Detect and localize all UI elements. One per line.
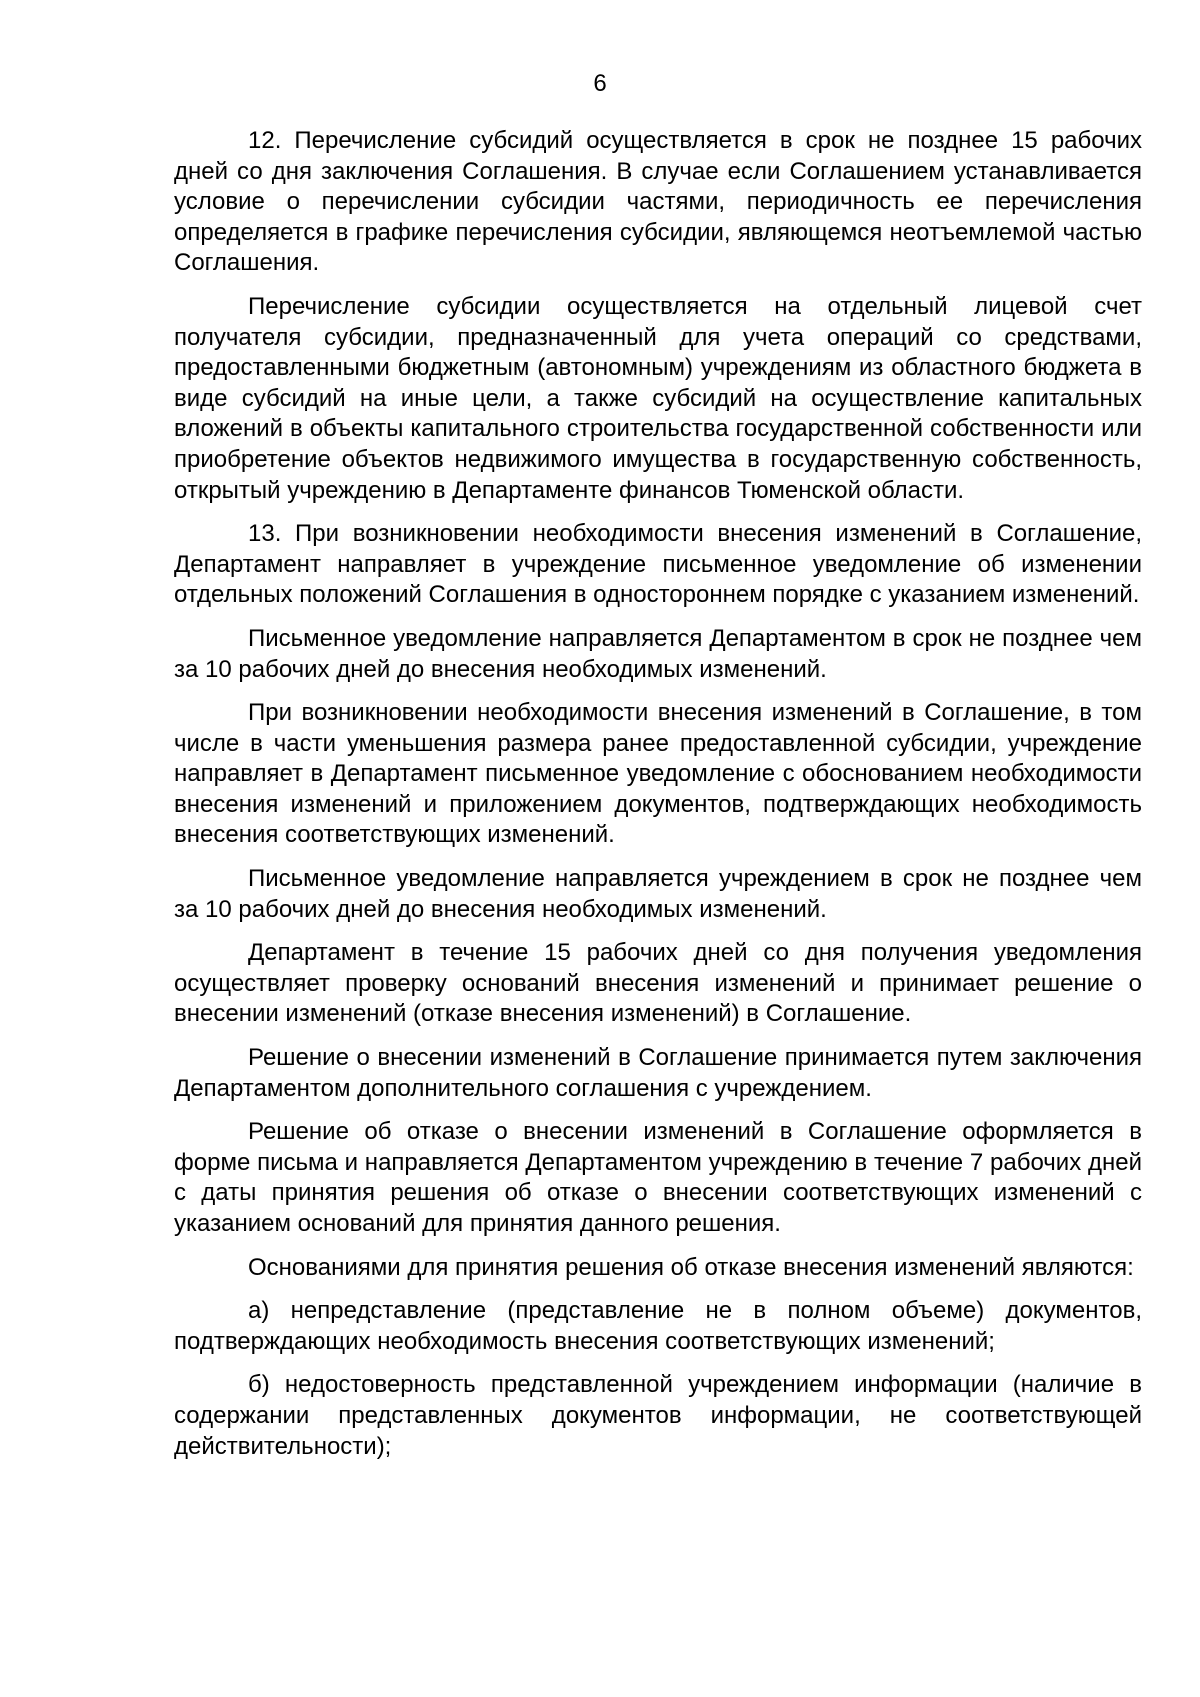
paragraph-institution-request: При возникновении необходимости внесения изменений в Соглашение, в том числе в части уменьшения размера ранее предоставленной субсидии, учреждение направляет в Департамент письменное уведомление с обоснованием необходимости внесения изменений и приложением документов, подтверждающих необходимость внесения соответствующих изменений. [174,699,1142,849]
paragraph-review: Департамент в течение 15 рабочих дней со дня получения уведомления осуществляет проверку оснований внесения изменений и принимает решение о внесении изменений (отказе внесения изменений) в Соглашение. [174,939,1142,1028]
paragraph-refusal-grounds: Основаниями для принятия решения об отказе внесения изменений являются: [248,1253,1134,1281]
paragraph-department-notice: Письменное уведомление направляется Департаментом в срок не позднее чем за 10 рабочих дней до внесения необходимых изменений. [174,624,1142,683]
paragraph-13: 13. При возникновении необходимости внесения изменений в Соглашение, Департамент направляет в учреждение письменное уведомление об изменении отдельных положений Соглашения в одностороннем порядке с указанием изменений. [174,520,1142,609]
list-item-a: а) непредставление (представление не в полном объеме) документов, подтверждающих необходимость внесения соответствующих изменений; [174,1297,1142,1355]
paragraph-additional-agreement: Решение о внесении изменений в Соглашение принимается путем заключения Департаментом дополнительного соглашения с учреждением. [174,1044,1142,1102]
paragraph-institution-notice: Письменное уведомление направляется учреждением в срок не позднее чем за 10 рабочих дней до внесения необходимых изменений. [174,865,1142,923]
paragraph-refusal: Решение об отказе о внесении изменений в Соглашение оформляется в форме письма и направляется Департаментом учреждению в течение 7 рабочих дней с даты принятия решения об отказе о внесении соответствующих изменений с указанием оснований для принятия данного решения. [174,1118,1142,1237]
paragraph-account: Перечисление субсидии осуществляется на отдельный лицевой счет получателя субсидии, предназначенный для учета операций со средствами, предоставленными бюджетным (автономным) учреждениям из областного бюджета в виде субсидий на иные цели, а также субсидий на осуществление капитальных вложений в объекты капитального строительства государственной собственности или приобретение объектов недвижимого имущества в государственную собственность, открытый учреждению в Департаменте финансов Тюменской области. [174,292,1142,504]
page-number: 6 [593,70,607,97]
paragraph-12: 12. Перечисление субсидий осуществляется в срок не позднее 15 рабочих дней со дня заключения Соглашения. В случае если Соглашением устанавливается условие о перечислении субсидии частями, периодичность ее перечисления определяется в графике перечисления субсидии, являющемся неотъемлемой частью Соглашения. [174,127,1142,277]
document-body [174,126,1142,1475]
list-item-b: б) недостоверность представленной учреждением информации (наличие в содержании представленных документов информации, не соответствующей действительности); [174,1371,1142,1460]
